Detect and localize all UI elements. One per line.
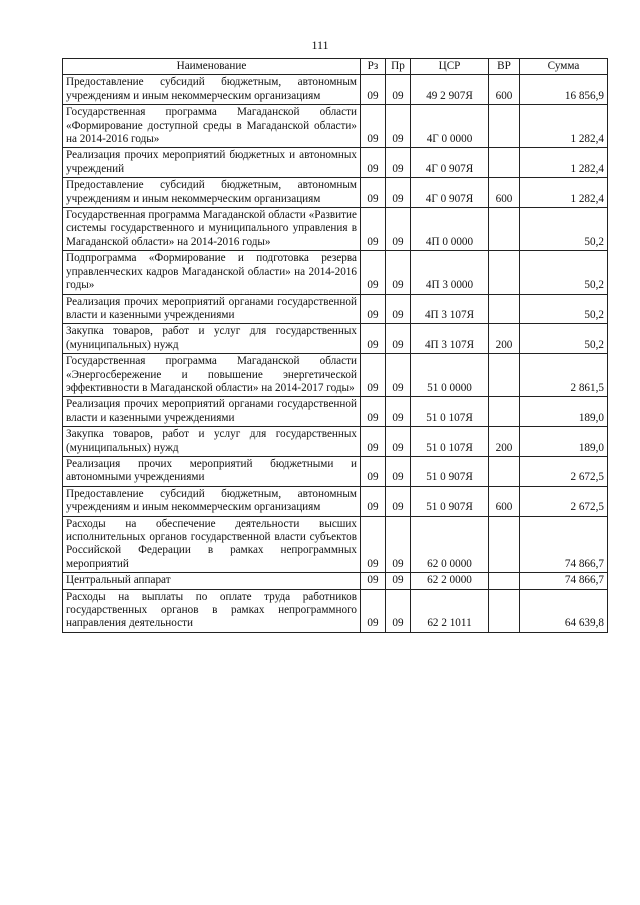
row-pr-cell: 09 (386, 294, 411, 324)
row-rz-cell: 09 (361, 427, 386, 457)
row-rz-cell: 09 (361, 589, 386, 632)
row-name-cell: Государственная программа Магаданской области «Развитие системы государственного и муниципального управления в Магаданской области» на 2014-2016 годы» (63, 208, 361, 251)
header-name: Наименование (63, 59, 361, 75)
row-sum-cell: 64 639,8 (520, 589, 608, 632)
row-rz-cell: 09 (361, 178, 386, 208)
row-csr-cell: 4Г 0 0000 (411, 105, 489, 148)
row-sum-cell: 74 866,7 (520, 573, 608, 589)
table-row (63, 589, 608, 632)
row-name-cell: Реализация прочих мероприятий органами государственной власти и казенными учреждениями (63, 294, 361, 324)
row-rz-cell: 09 (361, 75, 386, 105)
row-vr-cell (489, 294, 520, 324)
table-row (63, 294, 608, 324)
row-vr-cell: 200 (489, 427, 520, 457)
row-csr-cell: 51 0 907Я (411, 456, 489, 486)
row-rz-cell: 09 (361, 251, 386, 294)
table-row (63, 251, 608, 294)
row-vr-cell (489, 105, 520, 148)
row-rz-cell: 09 (361, 486, 386, 516)
row-sum-cell: 2 861,5 (520, 354, 608, 397)
row-csr-cell: 4П 3 107Я (411, 324, 489, 354)
header-csr: ЦСР (411, 59, 489, 75)
row-sum-cell: 1 282,4 (520, 105, 608, 148)
row-pr-cell: 09 (386, 148, 411, 178)
row-pr-cell: 09 (386, 178, 411, 208)
row-sum-cell: 50,2 (520, 294, 608, 324)
row-name-cell: Закупка товаров, работ и услуг для государственных (муниципальных) нужд (63, 324, 361, 354)
table-row (63, 456, 608, 486)
row-vr-cell (489, 589, 520, 632)
row-pr-cell: 09 (386, 456, 411, 486)
row-vr-cell: 200 (489, 324, 520, 354)
header-vr: ВР (489, 59, 520, 75)
row-rz-cell: 09 (361, 294, 386, 324)
header-rz: Рз (361, 59, 386, 75)
row-sum-cell: 50,2 (520, 324, 608, 354)
row-sum-cell: 50,2 (520, 251, 608, 294)
row-name-cell: Центральный аппарат (63, 573, 361, 589)
row-csr-cell: 4Г 0 907Я (411, 148, 489, 178)
row-vr-cell: 600 (489, 486, 520, 516)
table-row (63, 486, 608, 516)
row-vr-cell: 600 (489, 178, 520, 208)
table-row (63, 397, 608, 427)
table-row (63, 516, 608, 573)
row-rz-cell: 09 (361, 354, 386, 397)
row-csr-cell: 4Г 0 907Я (411, 178, 489, 208)
row-pr-cell: 09 (386, 573, 411, 589)
row-pr-cell: 09 (386, 208, 411, 251)
row-name-cell: Предоставление субсидий бюджетным, автономным учреждениям и иным некоммерческим организациям (63, 486, 361, 516)
row-pr-cell: 09 (386, 589, 411, 632)
row-rz-cell: 09 (361, 105, 386, 148)
row-name-cell: Реализация прочих мероприятий бюджетных и автономных учреждений (63, 148, 361, 178)
table-row (63, 354, 608, 397)
table-row (63, 75, 608, 105)
table-row (63, 105, 608, 148)
budget-table (62, 58, 608, 633)
row-name-cell: Подпрограмма «Формирование и подготовка резерва управленческих кадров Магаданской области» на 2014-2016 годы» (63, 251, 361, 294)
header-sum: Сумма (520, 59, 608, 75)
row-name-cell: Предоставление субсидий бюджетным, автономным учреждениям и иным некоммерческим организациям (63, 75, 361, 105)
table-row (63, 573, 608, 589)
table-row (63, 208, 608, 251)
row-rz-cell: 09 (361, 208, 386, 251)
row-rz-cell: 09 (361, 573, 386, 589)
row-pr-cell: 09 (386, 486, 411, 516)
row-vr-cell (489, 397, 520, 427)
table-row (63, 148, 608, 178)
page-number: 111 (311, 38, 329, 52)
row-pr-cell: 09 (386, 324, 411, 354)
row-rz-cell: 09 (361, 456, 386, 486)
row-sum-cell: 189,0 (520, 397, 608, 427)
row-pr-cell: 09 (386, 105, 411, 148)
row-csr-cell: 62 2 0000 (411, 573, 489, 589)
row-csr-cell: 51 0 107Я (411, 397, 489, 427)
row-name-cell: Расходы на обеспечение деятельности высших исполнительных органов государственной власти субъектов Российской Федерации в рамках непрограммных мероприятий (63, 516, 361, 573)
table-row (63, 324, 608, 354)
row-name-cell: Расходы на выплаты по оплате труда работников государственных органов в рамках непрограммного направления деятельности (63, 589, 361, 632)
row-vr-cell (489, 148, 520, 178)
table-header-row (63, 59, 608, 75)
row-rz-cell: 09 (361, 516, 386, 573)
row-vr-cell: 600 (489, 75, 520, 105)
row-sum-cell: 50,2 (520, 208, 608, 251)
row-sum-cell: 189,0 (520, 427, 608, 457)
row-pr-cell: 09 (386, 397, 411, 427)
row-pr-cell: 09 (386, 75, 411, 105)
row-vr-cell (489, 516, 520, 573)
row-csr-cell: 51 0 907Я (411, 486, 489, 516)
row-name-cell: Предоставление субсидий бюджетным, автономным учреждениям и иным некоммерческим организациям (63, 178, 361, 208)
header-pr: Пр (386, 59, 411, 75)
row-rz-cell: 09 (361, 324, 386, 354)
row-csr-cell: 49 2 907Я (411, 75, 489, 105)
row-sum-cell: 2 672,5 (520, 456, 608, 486)
row-sum-cell: 74 866,7 (520, 516, 608, 573)
row-name-cell: Реализация прочих мероприятий органами государственной власти и казенными учреждениями (63, 397, 361, 427)
row-vr-cell (489, 354, 520, 397)
table-row (63, 427, 608, 457)
row-csr-cell: 62 2 1011 (411, 589, 489, 632)
row-csr-cell: 4П 3 107Я (411, 294, 489, 324)
row-name-cell: Государственная программа Магаданской области «Энергосбережение и повышение энергетической эффективности в Магаданской области» на 2014-2017 годы» (63, 354, 361, 397)
row-csr-cell: 62 0 0000 (411, 516, 489, 573)
row-vr-cell (489, 208, 520, 251)
row-vr-cell (489, 456, 520, 486)
row-pr-cell: 09 (386, 251, 411, 294)
row-csr-cell: 51 0 0000 (411, 354, 489, 397)
row-name-cell: Государственная программа Магаданской области «Формирование доступной среды в Магаданской области» на 2014-2016 годы» (63, 105, 361, 148)
row-sum-cell: 1 282,4 (520, 148, 608, 178)
row-name-cell: Реализация прочих мероприятий бюджетными и автономными учреждениями (63, 456, 361, 486)
row-pr-cell: 09 (386, 516, 411, 573)
table-row (63, 178, 608, 208)
row-sum-cell: 1 282,4 (520, 178, 608, 208)
row-csr-cell: 51 0 107Я (411, 427, 489, 457)
row-rz-cell: 09 (361, 397, 386, 427)
row-pr-cell: 09 (386, 427, 411, 457)
row-name-cell: Закупка товаров, работ и услуг для государственных (муниципальных) нужд (63, 427, 361, 457)
row-vr-cell (489, 573, 520, 589)
row-csr-cell: 4П 0 0000 (411, 208, 489, 251)
row-pr-cell: 09 (386, 354, 411, 397)
row-sum-cell: 2 672,5 (520, 486, 608, 516)
row-vr-cell (489, 251, 520, 294)
table-body (63, 75, 608, 632)
row-sum-cell: 16 856,9 (520, 75, 608, 105)
row-csr-cell: 4П 3 0000 (411, 251, 489, 294)
row-rz-cell: 09 (361, 148, 386, 178)
